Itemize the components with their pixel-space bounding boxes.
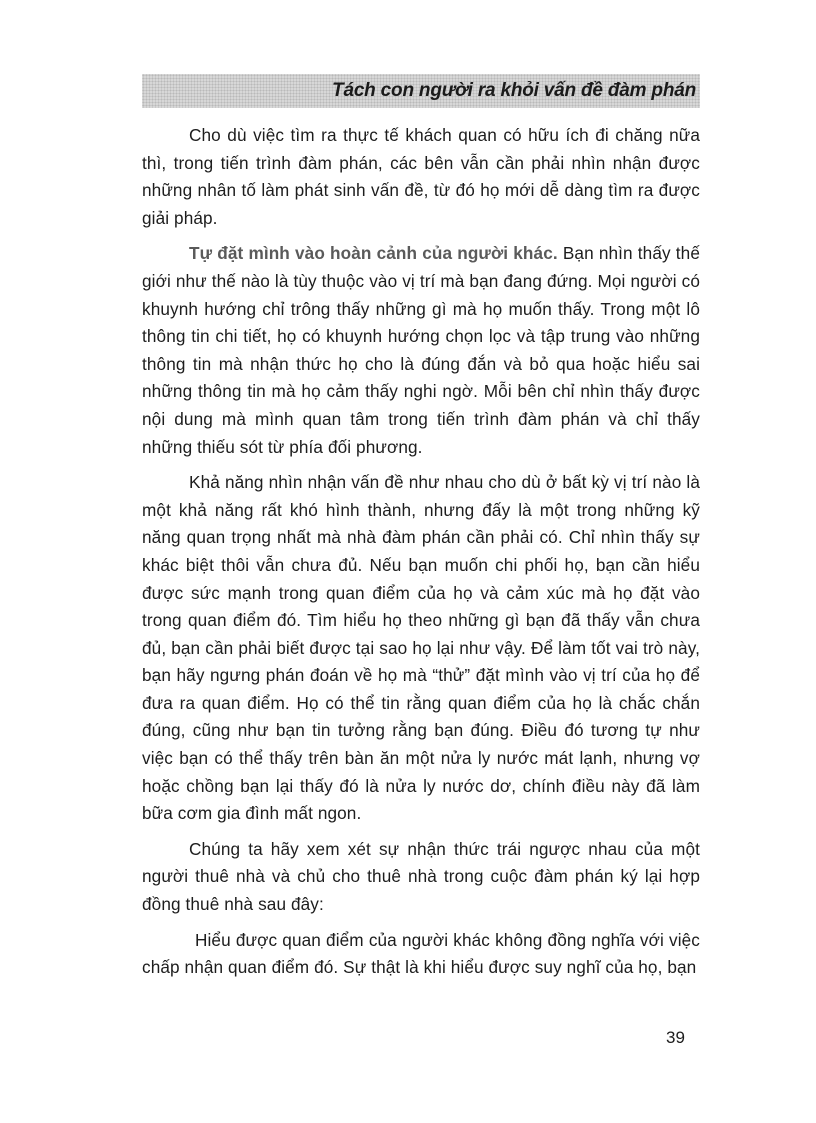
paragraph-3: [142, 469, 700, 828]
paragraph-4-text: Chúng ta hãy xem xét sự nhận thức trái ngược nhau của một người thuê nhà và chủ cho thuê nhà trong cuộc đàm phán ký lại hợp đồng thuê nhà sau đây:: [142, 838, 700, 915]
paragraph-1: [142, 122, 700, 232]
paragraph-2: [142, 240, 700, 461]
running-header: [142, 74, 700, 108]
page-number: 39: [666, 1028, 685, 1047]
paragraph-2-text: Bạn nhìn thấy thế giới như thế nào là tùy thuộc vào vị trí mà bạn đang đứng. Mọi người có khuynh hướng chỉ trông thấy những gì mà họ muốn thấy. Trong một lô thông tin chi tiết, họ có khuynh hướng chọn lọc và tập trung vào những thông tin mà nhận thức họ cho là đúng đắn và bỏ qua hoặc hiểu sai những thông tin mà họ cảm thấy nghi ngờ. Mỗi bên chỉ nhìn thấy được nội dung mà mình quan tâm trong tiến trình đàm phán và chỉ thấy những thiếu sót từ phía đối phương.: [142, 243, 700, 457]
header-title: Tách con người ra khỏi vấn đề đàm phán: [332, 80, 696, 101]
paragraph-4: [142, 836, 700, 919]
paragraph-5-text: Hiểu được quan điểm của người khác không đồng nghĩa với việc chấp nhận quan điểm đó. Sự thật là khi hiểu được suy nghĩ của họ, bạn: [142, 929, 700, 978]
body-text: [142, 122, 700, 990]
paragraph-3-text: Khả năng nhìn nhận vấn đề như nhau cho dù ở bất kỳ vị trí nào là một khả năng rất khó hình thành, nhưng đấy là một trong những kỹ năng quan trọng nhất mà nhà đàm phán cần phải có. Chỉ nhìn thấy sự khác biệt thôi vẫn chưa đủ. Nếu bạn muốn chi phối họ, bạn cần hiểu được sức mạnh trong quan điểm của họ và cảm xúc mà họ đặt vào trong quan điểm đó. Tìm hiểu họ theo những gì bạn đã thấy vẫn chưa đủ, bạn cần phải biết được tại sao họ lại như vậy. Để làm tốt vai trò này, bạn hãy ngưng phán đoán về họ mà “thử” đặt mình vào vị trí của họ để đưa ra quan điểm. Họ có thể tin rằng quan điểm của họ là chắc chắn đúng, cũng như bạn tin tưởng rằng bạn đúng. Điều đó tương tự như việc bạn có thể thấy trên bàn ăn một nửa ly nước mát lạnh, nhưng vợ hoặc chồng bạn lại thấy đó là nửa ly nước dơ, chính điều này đã làm bữa cơm gia đình mất ngon.: [142, 472, 700, 824]
paragraph-2-lead: Tự đặt mình vào hoàn cảnh của người khác.: [189, 243, 558, 264]
paragraph-1-text: Cho dù việc tìm ra thực tế khách quan có hữu ích đi chăng nữa thì, trong tiến trình đàm phán, các bên vẫn cần phải nhìn nhận được những nhân tố làm phát sinh vấn đề, từ đó họ mới dễ dàng tìm ra được giải pháp.: [142, 125, 700, 228]
paragraph-5: [142, 927, 700, 982]
